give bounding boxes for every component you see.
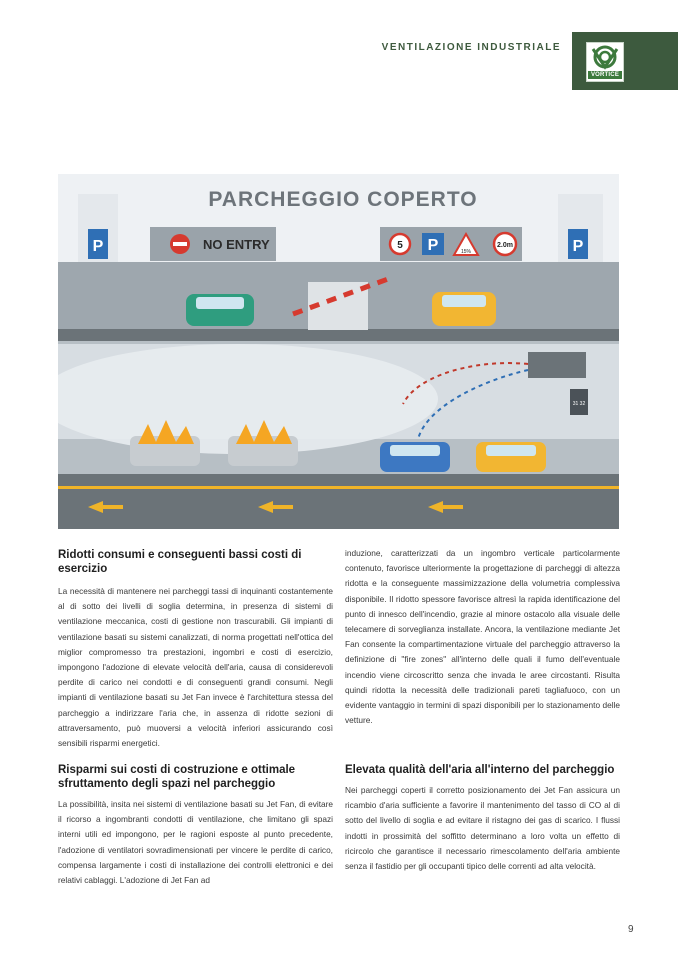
section-ridotti-consumi bbox=[58, 548, 333, 751]
lane-line bbox=[58, 486, 619, 489]
parking-letter-left: P bbox=[92, 238, 104, 255]
page-number: 9 bbox=[628, 924, 634, 935]
height-limit-label: 2.0m bbox=[497, 242, 513, 249]
section-risparmi-costruzione bbox=[58, 763, 333, 888]
brand-block bbox=[572, 32, 678, 90]
level-label: 31 32 bbox=[572, 401, 586, 407]
section-title: Elevata qualità dell'aria all'interno del parcheggio bbox=[345, 764, 615, 776]
road bbox=[58, 474, 619, 529]
slope-label: 15% bbox=[460, 249, 472, 255]
no-entry-label: NO ENTRY bbox=[203, 237, 270, 252]
illustration-title: PARCHEGGIO COPERTO bbox=[208, 188, 478, 211]
section-title: Risparmi sui costi di costruzione e ottimale sfruttamento degli spazi nel parcheggio bbox=[58, 764, 296, 790]
vortice-logo bbox=[586, 42, 624, 82]
speed-limit-label: 5 bbox=[397, 240, 403, 251]
section-qualita-aria bbox=[345, 763, 620, 874]
section-body: La possibilità, insita nei sistemi di ventilazione basati su Jet Fan, di evitare il ricorso a ingombranti condotti di ventilazione, che limitano gli spazi interni utili ed impongono, per le ragioni esposte al punto precedente, l'adozione di ventilatori sovradimensionati per vincere le perdite di carico, compensa largamente i costi di installazione dei controlli elettronici e dei relativi cablaggi. L'adozione di Jet Fan ad bbox=[58, 799, 333, 886]
section-body: Nei parcheggi coperti il corretto posizionamento dei Jet Fan assicura un ricambio d'aria sufficiente a favorire il mantenimento del tasso di CO al di sotto del livello di soglia e ad evitare il ristagno dei gas di scarico. I flussi indotti in prossimità del soffitto determinano a loro volta un effetto di ricircolo che garantisce il necessario rimescolamento dell'aria ambiente senza il fastidio per gli occupanti tipico delle correnti ad alta velocità. bbox=[345, 785, 620, 872]
vortice-swirl-icon bbox=[587, 43, 623, 73]
section-title: Ridotti consumi e conseguenti bassi costi di esercizio bbox=[58, 549, 302, 575]
jet-fan bbox=[528, 352, 586, 378]
logo-text: VORTICE bbox=[588, 71, 622, 79]
parking-letter-right: P bbox=[572, 238, 584, 255]
section-body: induzione, caratterizzati da un ingombro verticale particolarmente contenuto, favorisce ulteriormente la progettazione di parcheggi di altezza ridotta e la conseguente massimizzazione della volumetria complessiva disponibile. Il ridotto spessore favorisce altresì la rapida identificazione del punto di innesco dell'incendio, grazie al minore ostacolo alla visuale delle telecamere di sorveglianza installate. Ancora, la ventilazione mediante Jet Fan consente la compartimentazione virtuale del parcheggio attraverso la definizione di "fire zones" all'interno delle quali il fumo dell'eventuale incendio viene circoscritto senza che invada le aree circostanti. Risulta quindi ridotta la necessità delle tradizionali pareti tagliafuoco, con un evidente vantaggio in termini di spazi disponibili per lo stazionamento delle vetture. bbox=[345, 548, 620, 726]
parking-letter-center: P bbox=[427, 237, 439, 254]
parking-illustration bbox=[58, 174, 619, 529]
section-body: La necessità di mantenere nei parcheggi tassi di inquinanti costantemente al di sotto dei livelli di soglia determina, in presenza di sistemi di ventilazione meccanica, costi di gestione non trascurabili. Gli impianti di ventilazione basati su sistemi canalizzati, di norma progettati nell'ottica del miglior compromesso tra prestazioni, ingombri e costi di esercizio, impongono l'adozione di elevate velocità dell'aria, causa di considerevoli perdite di carico nei condotti e di conseguenti grandi consumi. Negli impianti di ventilazione basati su Jet Fan invece è l'architettura stessa del parcheggio a indirizzare l'aria che, in assenza di ridotte sezioni di attraversamento, può muoversi a velocità inferiori assicurando così sensibili risparmi energetici. bbox=[58, 586, 333, 749]
section-label: VENTILAZIONE INDUSTRIALE bbox=[381, 42, 561, 53]
section-continuation bbox=[345, 546, 620, 728]
deck-slab bbox=[58, 329, 619, 341]
